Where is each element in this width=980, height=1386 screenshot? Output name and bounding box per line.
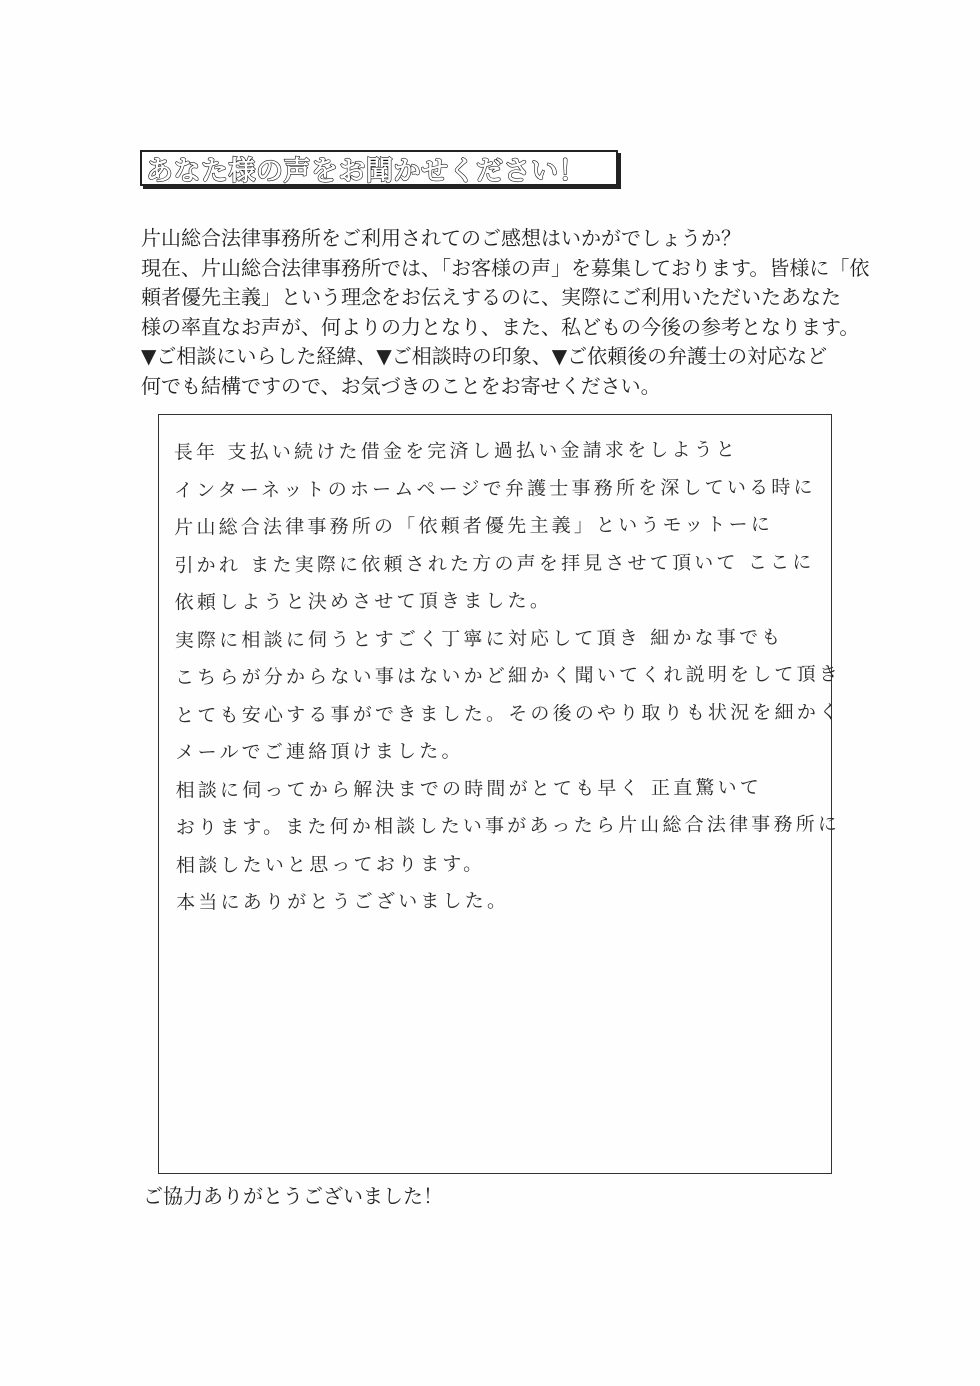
customer-comment-box	[158, 414, 842, 1174]
comment-line: 片山総合法律事務所の「依頼者優先主義」というモットーに	[174, 513, 774, 539]
comment-line: インターネットのホームページで弁護士事務所を深している時に	[173, 475, 816, 502]
intro-paragraph	[141, 224, 870, 401]
title-banner	[140, 150, 618, 186]
intro-line: ▼ご相談にいらした経緯、▼ご相談時の印象、▼ご依頼後の弁護士の対応など	[141, 344, 828, 368]
comment-line: おります。また何か相談したい事があったら片山総合法律事務所に	[175, 813, 841, 839]
intro-line: 現在、片山総合法律事務所では、「お客様の声」を募集しております。皆様に「依	[141, 255, 870, 280]
comment-line: こちらが分からない事はないかど細かく聞いてくれ説明をして頂き	[174, 663, 842, 689]
intro-line: 頼者優先主義」という理念をお伝えするのに、実際にご利用いただいたあなた	[141, 285, 841, 309]
intro-line: 様の率直なお声が、何よりの力となり、また、私どもの今後の参考となります。	[141, 314, 860, 339]
comment-line: 実際に相談に伺うとすごく丁寧に対応して頂き 細かな事でも	[174, 626, 784, 652]
comment-line: 依頼しようと決めさせて頂きました。	[174, 589, 553, 614]
comment-line: 相談に伺ってから解決までの時間がとても早く 正直驚いて	[175, 776, 763, 802]
comment-line: 相談したいと思っております。	[175, 852, 486, 877]
intro-line: 何でも結構ですので、お気づきのことをお寄せください。	[141, 373, 661, 398]
closing-message: ご協力ありがとうございました！	[143, 1184, 443, 1208]
comment-line: 本当にありがとうございました。	[176, 889, 510, 914]
intro-line: 片山総合法律事務所をご利用されてのご感想はいかがでしょうか？	[141, 226, 741, 250]
comment-line: 長年 支払い続けた借金を完済し過払い金請求をしようと	[173, 438, 739, 464]
comment-line: メールでご連絡頂けました。	[175, 740, 464, 764]
page-title: あなた様の声をお聞かせください！	[146, 155, 586, 187]
comment-line: とても安心する事ができました。その後のやり取りも状況を細かく	[175, 700, 842, 727]
handwritten-comment	[173, 431, 842, 922]
comment-line: 引かれ また実際に依頼された方の声を拝見させて頂いて ここに	[174, 550, 815, 577]
